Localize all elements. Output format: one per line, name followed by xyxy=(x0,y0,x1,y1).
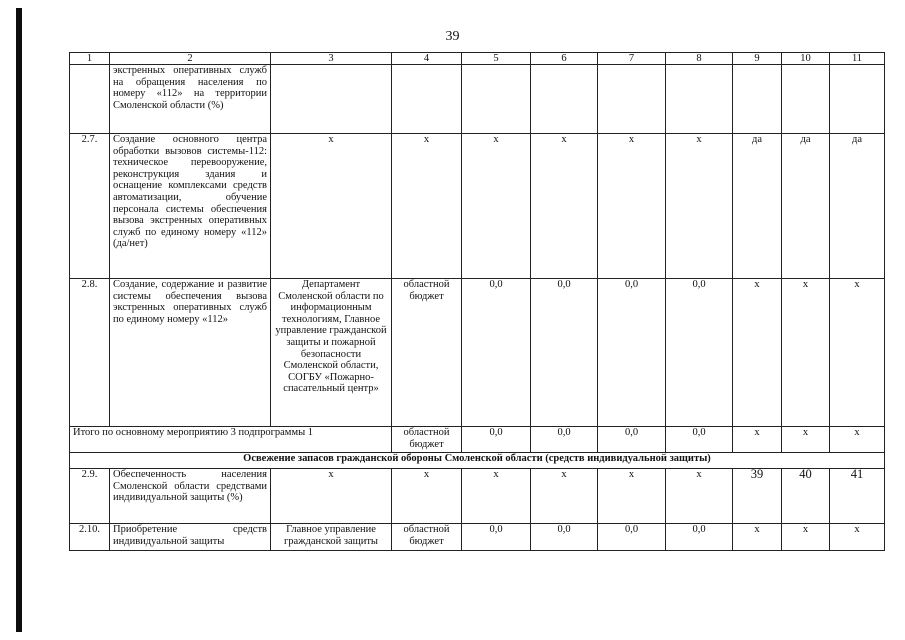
row-description: Создание, содержание и развитие системы обеспечения вызова экстренных оперативных служб по единому номеру «112» xyxy=(110,279,271,427)
table-row xyxy=(70,65,885,134)
column-header: 5 xyxy=(462,53,531,65)
funding-source: областной бюджет xyxy=(392,279,462,427)
page-number: 39 xyxy=(445,29,460,44)
cell: х xyxy=(782,279,830,427)
cell: х xyxy=(271,469,392,524)
measures-table xyxy=(69,52,885,551)
cell: 0,0 xyxy=(666,427,733,453)
row-description: экстренных оперативных служб на обращения населения по номеру «112» на территории Смоленской области (%) xyxy=(110,65,271,134)
total-row xyxy=(70,427,885,453)
cell: 0,0 xyxy=(462,279,531,427)
cell: х xyxy=(462,134,531,279)
total-label: Итого по основному мероприятию 3 подпрограммы 1 xyxy=(70,427,392,453)
column-header: 3 xyxy=(271,53,392,65)
funding-source: областной бюджет xyxy=(392,427,462,453)
cell: х xyxy=(830,279,885,427)
cell: 0,0 xyxy=(598,279,666,427)
responsible-executor: Главное управление гражданской защиты xyxy=(271,524,392,551)
row-number: 2.9. xyxy=(70,469,110,524)
row-number: 2.8. xyxy=(70,279,110,427)
cell: х xyxy=(598,134,666,279)
cell: х xyxy=(531,134,598,279)
cell: да xyxy=(830,134,885,279)
column-header: 4 xyxy=(392,53,462,65)
cell: х xyxy=(392,134,462,279)
cell: х xyxy=(830,524,885,551)
cell: х xyxy=(531,469,598,524)
cell: х xyxy=(271,134,392,279)
column-header: 8 xyxy=(666,53,733,65)
cell: х xyxy=(666,469,733,524)
column-header: 6 xyxy=(531,53,598,65)
section-heading-row xyxy=(70,453,885,469)
cell: 0,0 xyxy=(598,524,666,551)
scan-edge-bar xyxy=(16,8,22,632)
cell: 40 xyxy=(782,469,830,524)
column-header: 10 xyxy=(782,53,830,65)
row-description: Приобретение средств индивидуальной защиты xyxy=(110,524,271,551)
row-number: 2.7. xyxy=(70,134,110,279)
table-row xyxy=(70,524,885,551)
responsible-executor: Департамент Смоленской области по информационным технологиям, Главное управление гражданской защиты и пожарной безопасности Смоленской области, СОГБУ «Пожарно-спасательный центр» xyxy=(271,279,392,427)
cell: х xyxy=(462,469,531,524)
row-description: Создание основного центра обработки вызовов системы-112: техническое перевооружение, реконструкция здания и оснащение комплексами средств автоматизации, обучение персонала системы обеспечения вызова экстренных оперативных служб по единому номеру «112» (да/нет) xyxy=(110,134,271,279)
cell: да xyxy=(733,134,782,279)
cell: х xyxy=(666,134,733,279)
column-header: 1 xyxy=(70,53,110,65)
cell: 0,0 xyxy=(531,427,598,453)
table-row xyxy=(70,279,885,427)
cell: х xyxy=(830,427,885,453)
funding-source: областной бюджет xyxy=(392,524,462,551)
cell: 0,0 xyxy=(462,524,531,551)
cell: х xyxy=(733,427,782,453)
cell: 0,0 xyxy=(531,279,598,427)
column-number-row xyxy=(70,53,885,65)
table-row xyxy=(70,134,885,279)
cell: х xyxy=(733,279,782,427)
cell: х xyxy=(782,427,830,453)
cell: 0,0 xyxy=(462,427,531,453)
cell: 41 xyxy=(830,469,885,524)
cell: х xyxy=(392,469,462,524)
cell: да xyxy=(782,134,830,279)
cell: 0,0 xyxy=(531,524,598,551)
table-row xyxy=(70,469,885,524)
row-description: Обеспеченность населения Смоленской области средствами индивидуальной защиты (%) xyxy=(110,469,271,524)
column-header: 7 xyxy=(598,53,666,65)
cell: 0,0 xyxy=(666,524,733,551)
cell: х xyxy=(782,524,830,551)
section-title: Освежение запасов гражданской обороны Смоленской области (средств индивидуальной защиты) xyxy=(70,453,885,469)
cell: 0,0 xyxy=(666,279,733,427)
row-number: 2.10. xyxy=(70,524,110,551)
cell: 0,0 xyxy=(598,427,666,453)
column-header: 11 xyxy=(830,53,885,65)
column-header: 2 xyxy=(110,53,271,65)
cell: х xyxy=(598,469,666,524)
cell: 39 xyxy=(733,469,782,524)
row-number xyxy=(70,65,110,134)
column-header: 9 xyxy=(733,53,782,65)
cell: х xyxy=(733,524,782,551)
